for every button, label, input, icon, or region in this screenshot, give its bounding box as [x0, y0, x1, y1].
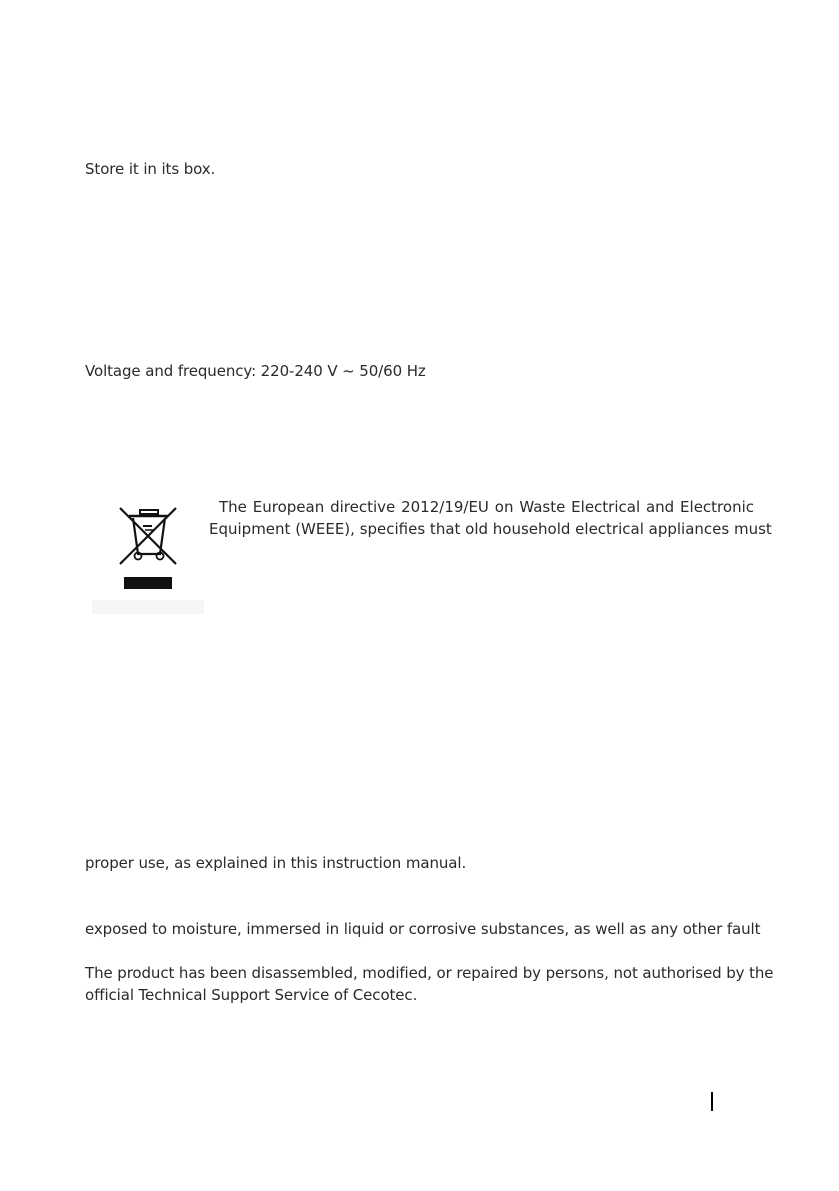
- page-number-divider: [711, 1092, 713, 1111]
- store-instruction-text: Store it in its box.: [85, 160, 216, 178]
- disassembled-text-line-2: official Technical Support Service of Cecotec.: [85, 986, 418, 1004]
- proper-use-text: proper use, as explained in this instruction manual.: [85, 854, 467, 872]
- weee-line-2: Equipment (WEEE), specifies that old household electrical appliances must: [209, 520, 772, 538]
- disassembled-text-line-1: The product has been disassembled, modified, or repaired by persons, not authorised by the: [85, 964, 774, 982]
- exposed-moisture-text: exposed to moisture, immersed in liquid or corrosive substances, as well as any other fault: [85, 920, 761, 938]
- weee-line-1: The European directive 2012/19/EU on Waste Electrical and Electronic: [219, 498, 754, 516]
- voltage-frequency-text: Voltage and frequency: 220-240 V ~ 50/60 Hz: [85, 362, 426, 380]
- weee-directive-paragraph: [209, 496, 772, 540]
- weee-bin-icon: [88, 496, 208, 618]
